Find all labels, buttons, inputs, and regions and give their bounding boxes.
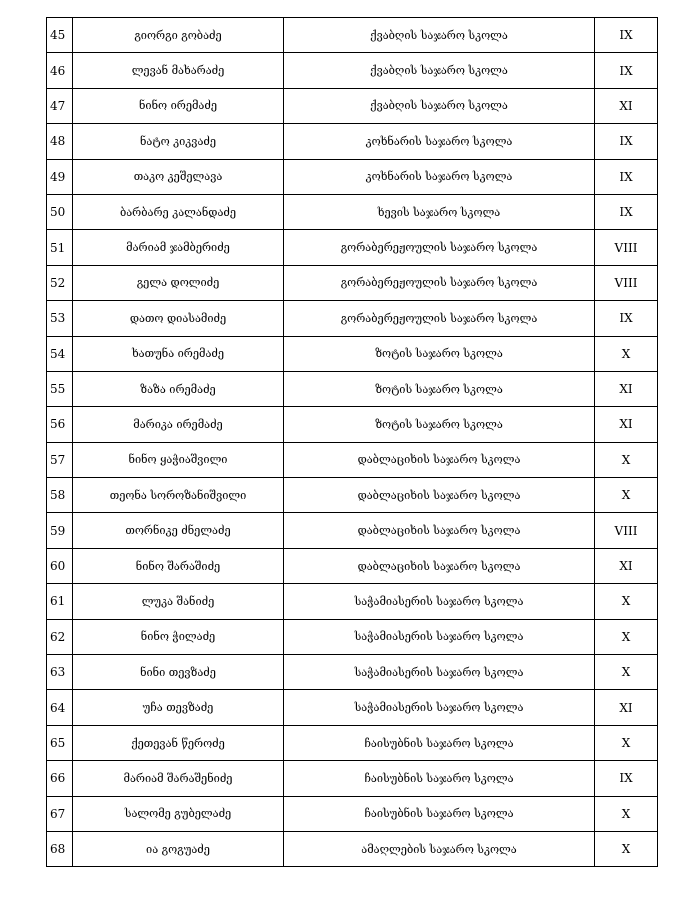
row-number: 53 bbox=[47, 301, 73, 336]
table-row bbox=[47, 336, 658, 371]
school-name: საჭამიასერის საჯარო სკოლა bbox=[284, 690, 595, 725]
grade: X bbox=[595, 619, 658, 654]
grade: VIII bbox=[595, 265, 658, 300]
grade: X bbox=[595, 336, 658, 371]
school-name: ზოტის საჯარო სკოლა bbox=[284, 371, 595, 406]
student-name: დათო დიასამიძე bbox=[73, 301, 284, 336]
school-name: დაბლაციხის საჯარო სკოლა bbox=[284, 548, 595, 583]
table-row bbox=[47, 88, 658, 123]
student-name: ბარბარე კალანდაძე bbox=[73, 194, 284, 229]
school-name: საჭამიასერის საჯარო სკოლა bbox=[284, 619, 595, 654]
student-name: თაკო კეშელავა bbox=[73, 159, 284, 194]
row-number: 57 bbox=[47, 442, 73, 477]
row-number: 47 bbox=[47, 88, 73, 123]
table-row bbox=[47, 230, 658, 265]
school-name: დაბლაციხის საჯარო სკოლა bbox=[284, 513, 595, 548]
student-name: ნინი თევზაძე bbox=[73, 655, 284, 690]
grade: XI bbox=[595, 371, 658, 406]
school-name: გორაბერეჟოულის საჯარო სკოლა bbox=[284, 230, 595, 265]
table-row bbox=[47, 371, 658, 406]
row-number: 48 bbox=[47, 124, 73, 159]
row-number: 46 bbox=[47, 53, 73, 88]
grade: VIII bbox=[595, 230, 658, 265]
grade: XI bbox=[595, 548, 658, 583]
table-row bbox=[47, 53, 658, 88]
row-number: 61 bbox=[47, 584, 73, 619]
table-row bbox=[47, 194, 658, 229]
school-name: ქვაბღის საჯარო სკოლა bbox=[284, 53, 595, 88]
row-number: 65 bbox=[47, 725, 73, 760]
row-number: 51 bbox=[47, 230, 73, 265]
school-name: ზოტის საჯარო სკოლა bbox=[284, 407, 595, 442]
school-name: გორაბერეჟოულის საჯარო სკოლა bbox=[284, 265, 595, 300]
table-row bbox=[47, 478, 658, 513]
table-row bbox=[47, 442, 658, 477]
table-row bbox=[47, 655, 658, 690]
table-row bbox=[47, 548, 658, 583]
row-number: 66 bbox=[47, 761, 73, 796]
participants-table bbox=[46, 17, 658, 867]
school-name: ზოტის საჯარო სკოლა bbox=[284, 336, 595, 371]
grade: IX bbox=[595, 18, 658, 53]
grade: X bbox=[595, 478, 658, 513]
row-number: 45 bbox=[47, 18, 73, 53]
student-name: გელა დოლიძე bbox=[73, 265, 284, 300]
school-name: ჩაისუბნის საჯარო სკოლა bbox=[284, 725, 595, 760]
school-name: ქვაბღის საჯარო სკოლა bbox=[284, 18, 595, 53]
student-name: მარიამ ჯამბერიძე bbox=[73, 230, 284, 265]
row-number: 49 bbox=[47, 159, 73, 194]
grade: IX bbox=[595, 53, 658, 88]
row-number: 64 bbox=[47, 690, 73, 725]
school-name: საჭამიასერის საჯარო სკოლა bbox=[284, 655, 595, 690]
school-name: ქვაბღის საჯარო სკოლა bbox=[284, 88, 595, 123]
school-name: გორაბერეჟოულის საჯარო სკოლა bbox=[284, 301, 595, 336]
student-name: თეონა სოროზანიშვილი bbox=[73, 478, 284, 513]
grade: VIII bbox=[595, 513, 658, 548]
student-name: გიორგი გობაძე bbox=[73, 18, 284, 53]
row-number: 50 bbox=[47, 194, 73, 229]
grade: X bbox=[595, 655, 658, 690]
student-name: სალომე გუბელაძე bbox=[73, 796, 284, 831]
grade: X bbox=[595, 725, 658, 760]
row-number: 62 bbox=[47, 619, 73, 654]
table-row bbox=[47, 584, 658, 619]
row-number: 55 bbox=[47, 371, 73, 406]
student-name: ზაზა ირემაძე bbox=[73, 371, 284, 406]
row-number: 54 bbox=[47, 336, 73, 371]
school-name: საჭამიასერის საჯარო სკოლა bbox=[284, 584, 595, 619]
grade: X bbox=[595, 831, 658, 866]
school-name: ხევის საჯარო სკოლა bbox=[284, 194, 595, 229]
table-row bbox=[47, 407, 658, 442]
school-name: ჩაისუბნის საჯარო სკოლა bbox=[284, 761, 595, 796]
table-row bbox=[47, 265, 658, 300]
row-number: 67 bbox=[47, 796, 73, 831]
student-name: ლუკა შანიძე bbox=[73, 584, 284, 619]
row-number: 52 bbox=[47, 265, 73, 300]
student-name: ნინო ჭილაძე bbox=[73, 619, 284, 654]
student-name: ნატო კიკვაძე bbox=[73, 124, 284, 159]
grade: IX bbox=[595, 159, 658, 194]
table-row bbox=[47, 725, 658, 760]
table-row bbox=[47, 761, 658, 796]
school-name: კოხნარის საჯარო სკოლა bbox=[284, 124, 595, 159]
table-row bbox=[47, 301, 658, 336]
school-name: ჩაისუბნის საჯარო სკოლა bbox=[284, 796, 595, 831]
grade: X bbox=[595, 796, 658, 831]
table-row bbox=[47, 619, 658, 654]
school-name: ამაღლების საჯარო სკოლა bbox=[284, 831, 595, 866]
school-name: კოხნარის საჯარო სკოლა bbox=[284, 159, 595, 194]
row-number: 68 bbox=[47, 831, 73, 866]
participants-table-body bbox=[47, 18, 658, 867]
row-number: 60 bbox=[47, 548, 73, 583]
table-row bbox=[47, 18, 658, 53]
school-name: დაბლაციხის საჯარო სკოლა bbox=[284, 442, 595, 477]
student-name: ნინო ირემაძე bbox=[73, 88, 284, 123]
row-number: 56 bbox=[47, 407, 73, 442]
row-number: 63 bbox=[47, 655, 73, 690]
grade: XI bbox=[595, 690, 658, 725]
student-name: თორნიკე ძნელაძე bbox=[73, 513, 284, 548]
student-name: მარიამ შარაშენიძე bbox=[73, 761, 284, 796]
grade: IX bbox=[595, 301, 658, 336]
grade: IX bbox=[595, 761, 658, 796]
student-name: უჩა თევზაძე bbox=[73, 690, 284, 725]
school-name: დაბლაციხის საჯარო სკოლა bbox=[284, 478, 595, 513]
table-row bbox=[47, 124, 658, 159]
student-name: ლევან მახარაძე bbox=[73, 53, 284, 88]
row-number: 59 bbox=[47, 513, 73, 548]
grade: X bbox=[595, 584, 658, 619]
table-row bbox=[47, 796, 658, 831]
row-number: 58 bbox=[47, 478, 73, 513]
table-row bbox=[47, 690, 658, 725]
grade: IX bbox=[595, 124, 658, 159]
student-name: ნინო შარაშიძე bbox=[73, 548, 284, 583]
table-row bbox=[47, 513, 658, 548]
student-name: ხათუნა ირემაძე bbox=[73, 336, 284, 371]
grade: XI bbox=[595, 407, 658, 442]
student-name: ნინო ყაჭიაშვილი bbox=[73, 442, 284, 477]
student-name: ქეთევან წეროძე bbox=[73, 725, 284, 760]
grade: X bbox=[595, 442, 658, 477]
grade: XI bbox=[595, 88, 658, 123]
table-row bbox=[47, 159, 658, 194]
student-name: ია გოგუაძე bbox=[73, 831, 284, 866]
student-name: მარიკა ირემაძე bbox=[73, 407, 284, 442]
grade: IX bbox=[595, 194, 658, 229]
table-row bbox=[47, 831, 658, 866]
